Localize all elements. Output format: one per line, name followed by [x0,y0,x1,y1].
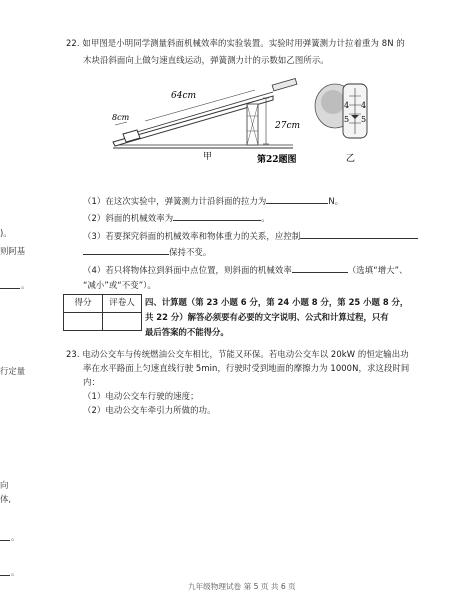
left-edge-blank [0,280,20,289]
q23-stem-line2: 率在水平路面上匀速直线行驶 5min，行驶时受到地面的摩擦力为 1000N，求这段时间 [83,363,410,373]
q22-sub1-blank[interactable] [266,195,328,204]
q22-sub2-end: 。 [261,213,270,223]
q23-stem-line3: 内： [83,377,100,387]
dial-tick-4-left: 4 [344,101,350,110]
left-edge-fragment: 。 [21,280,30,290]
left-edge-fragment: )。 [0,228,12,238]
q23-stem-line1: 23. 电动公交车与传统燃油公交车相比，节能又环保。若电动公交车以 20kW 的恒定输出功 [66,349,409,359]
fig-label-height: 27cm [275,121,301,131]
left-edge-blank [0,532,10,541]
q22-sub3-blank-a[interactable] [300,230,418,239]
q23-sub2: （2）电动公交车牵引力所做的功。 [83,405,216,415]
section4-heading-1: 四、计算题（第 23 小题 6 分，第 24 小题 8 分，第 25 小题 8 分， [145,297,409,307]
score-cell[interactable] [64,313,103,331]
section4-heading-2: 共 22 分）解答必须要有必要的文字说明、公式和计算过程，只有 [145,312,389,322]
page-footer: 九年级物理试卷 第 5 页 共 6 页 [188,582,296,591]
q22-sub4-line1 [83,264,408,276]
dial-tick-5-left: 5 [344,115,350,124]
fig-label-block-length: 8cm [112,113,130,122]
score-header: 得分 [64,295,103,313]
q22-sub1-text: （1）在这次实验中，弹簧测力计沿斜面的拉力为 [83,196,267,206]
left-edge-fragment: 向 [0,480,9,490]
q22-sub3-line2 [83,246,211,258]
q22-stem-line2: 木块沿斜面向上做匀速直线运动，弹簧测力计的示数如乙图所示。 [83,55,329,65]
grader-header: 评卷人 [103,295,142,313]
left-edge-fragment: 行定量 [0,366,26,376]
q22-sub2-blank[interactable] [173,212,261,221]
left-edge-fragment: 。 [11,567,20,577]
fig-caption: 第22题图 [257,155,297,165]
fig-label-yi: 乙 [346,154,356,164]
left-edge-fragment: 则阿基 [0,246,26,256]
q22-sub4-blank[interactable] [292,264,348,273]
q22-sub3-end: 保持不变。 [169,247,212,257]
left-edge-fragment: 体, [0,494,12,504]
q22-figure [105,76,370,170]
q22-sub3-blank-b[interactable] [83,246,169,255]
fig-label-slope-length: 64cm [171,91,197,101]
q22-sub2 [83,212,270,224]
q22-sub4-options: （选填“增大”、 [347,265,408,275]
q22-sub3-line1 [83,230,418,242]
left-edge-blank [0,567,10,576]
dial-tick-5-right: 5 [361,115,367,124]
q22-sub1-unit: N。 [328,196,344,206]
section4-heading-3: 最后答案的不能得分。 [145,327,229,337]
q22-sub3-text: （3）若要探究斜面的机械效率和物体重力的关系，应控制 [83,231,301,241]
q22-sub1 [83,195,343,207]
q22-sub4-line2: “减小”或“不变”）。 [83,280,156,290]
dial-tick-4-right: 4 [361,101,367,110]
q23-sub1: （1）电动公交车行驶的速度； [83,391,199,401]
left-edge-fragment: 。 [11,532,20,542]
q22-sub4-text: （4）若只将物体拉到斜面中点位置，则斜面的机械效率 [83,265,292,275]
q22-sub2-text: （2）斜面的机械效率为 [83,213,174,223]
q22-stem-line1: 22. 如甲图是小明同学测量斜面机械效率的实验装置。实验时用弹簧测力计拉着重为 8N 的 [66,38,405,48]
fig-spring-scale [272,79,297,91]
grader-cell[interactable] [103,313,142,331]
score-table [63,294,142,331]
fig-label-jia: 甲 [203,152,213,162]
